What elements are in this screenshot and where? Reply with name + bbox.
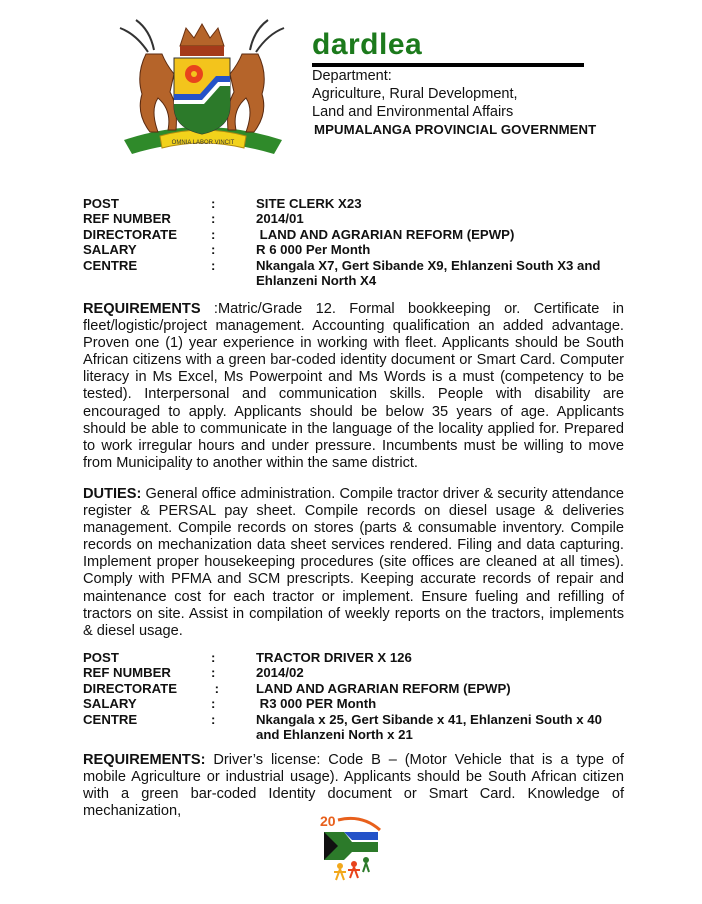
field-colon: : <box>211 696 216 712</box>
department-line: Land and Environmental Affairs <box>312 104 514 120</box>
field-colon: : <box>211 665 216 681</box>
duties-label: DUTIES: <box>83 486 142 502</box>
requirements-paragraph-2 <box>83 752 624 820</box>
field-colon: : <box>211 226 216 242</box>
coat-of-arms-logo <box>106 14 298 164</box>
post-details-table-2 <box>83 650 636 742</box>
field-colon: : <box>211 196 216 211</box>
requirements-label: REQUIREMENTS: <box>83 752 206 768</box>
requirements-text: Driver’s license: Code B – (Motor Vehicle that is a type of mobile Agriculture or industrial usage). Applicants should be South African citizen with a green bar-coded Identity document or Smart Card. Knowledge of mechanization, <box>83 752 624 820</box>
department-name <box>312 67 518 121</box>
post-row <box>83 650 636 665</box>
field-label: DIRECTORATE <box>83 680 178 696</box>
crest-icon <box>106 14 298 164</box>
salary-row <box>83 242 636 257</box>
field-value: 2014/02 <box>256 665 304 681</box>
post-details-table-1 <box>83 196 636 288</box>
requirements-paragraph-1 <box>83 301 624 472</box>
department-line: Agriculture, Rural Development, <box>312 86 518 102</box>
field-colon: : <box>211 257 216 273</box>
directorate-row <box>83 681 636 696</box>
field-colon: : <box>211 211 216 227</box>
field-label: DIRECTORATE <box>83 226 178 242</box>
centre-row <box>83 712 636 743</box>
freedom-anniversary-logo <box>318 812 390 884</box>
field-label: CENTRE <box>83 711 138 727</box>
field-value: R 6 000 Per Month <box>256 242 371 258</box>
field-label: REF NUMBER <box>83 211 171 227</box>
requirements-label: REQUIREMENTS <box>83 301 201 317</box>
svg-text:20: 20 <box>320 813 336 829</box>
field-value: LAND AND AGRARIAN REFORM (EPWP) <box>256 226 515 242</box>
field-label: SALARY <box>83 696 137 712</box>
field-value: 2014/01 <box>256 211 304 227</box>
svg-text:OMNIA LABOR VINCIT: OMNIA LABOR VINCIT <box>171 140 235 146</box>
field-label: POST <box>83 196 119 211</box>
field-label: POST <box>83 650 119 665</box>
brand-block <box>312 30 422 60</box>
field-value: TRACTOR DRIVER X 126 <box>256 650 412 665</box>
field-value: SITE CLERK X23 <box>256 196 362 211</box>
government-name: MPUMALANGA PROVINCIAL GOVERNMENT <box>314 122 597 137</box>
field-colon: : <box>211 242 216 258</box>
field-label: REF NUMBER <box>83 665 171 681</box>
twenty-years-freedom-icon <box>318 812 390 884</box>
ref-number-row <box>83 665 636 680</box>
department-line: Department: <box>312 68 392 84</box>
duties-paragraph-1 <box>83 486 624 640</box>
field-value: Nkangala X7, Gert Sibande X9, Ehlanzeni South X3 and Ehlanzeni North X4 <box>256 257 601 289</box>
field-colon: : <box>211 711 216 727</box>
brand-title: dardlea <box>312 28 423 61</box>
field-label: SALARY <box>83 242 137 258</box>
directorate-row <box>83 227 636 242</box>
field-value: R3 000 PER Month <box>256 696 377 712</box>
duties-text: General office administration. Compile tractor driver & security attendance register & PERSAL pay sheet. Compile records on diesel usage & deliveries management. Compile records on stores (parts & consumable inventory. Compile records on mechanization data sheet services rendered. Filing and data capturing. Implement proper housekeeping procedures (site offices are cleaned at all times). Comply with PFMA and SCM prescripts. Keeping accurate records of repair and maintenance cost for each tractor or implement. Ensure fueling and refilling of tractors on site. Assist in compilation of weekly reports on the tractors, implements & diesel usage. <box>83 486 624 639</box>
field-colon: : <box>211 650 216 665</box>
field-label: CENTRE <box>83 257 138 273</box>
field-value: Nkangala x 25, Gert Sibande x 41, Ehlanzeni South x 40 and Ehlanzeni North x 21 <box>256 711 602 743</box>
field-value: LAND AND AGRARIAN REFORM (EPWP) <box>256 680 511 696</box>
ref-number-row <box>83 211 636 226</box>
post-row <box>83 196 636 211</box>
centre-row <box>83 258 636 289</box>
requirements-text: :Matric/Grade 12. Formal bookkeeping or. Certificate in fleet/logistic/project management. Accounting qualification an added advantage. Proven one (1) year experience in working with fleet. Applicants should be South African citizens with a green bar-coded identity document or Smart Card. Computer literacy in Ms Excel, Ms Powerpoint and Ms Words is a must (competency to be tested). Interpersonal and communication skills. People with disability are encouraged to apply. Applicants should be below 35 years of age. Applicants should be able to communicate in the language of the locality applied for. Prepared to work irregular hours and under pressure. Incumbents must be willing to move from Municipality to another within the same district. <box>83 301 624 471</box>
field-colon: : <box>211 680 220 696</box>
salary-row <box>83 696 636 711</box>
